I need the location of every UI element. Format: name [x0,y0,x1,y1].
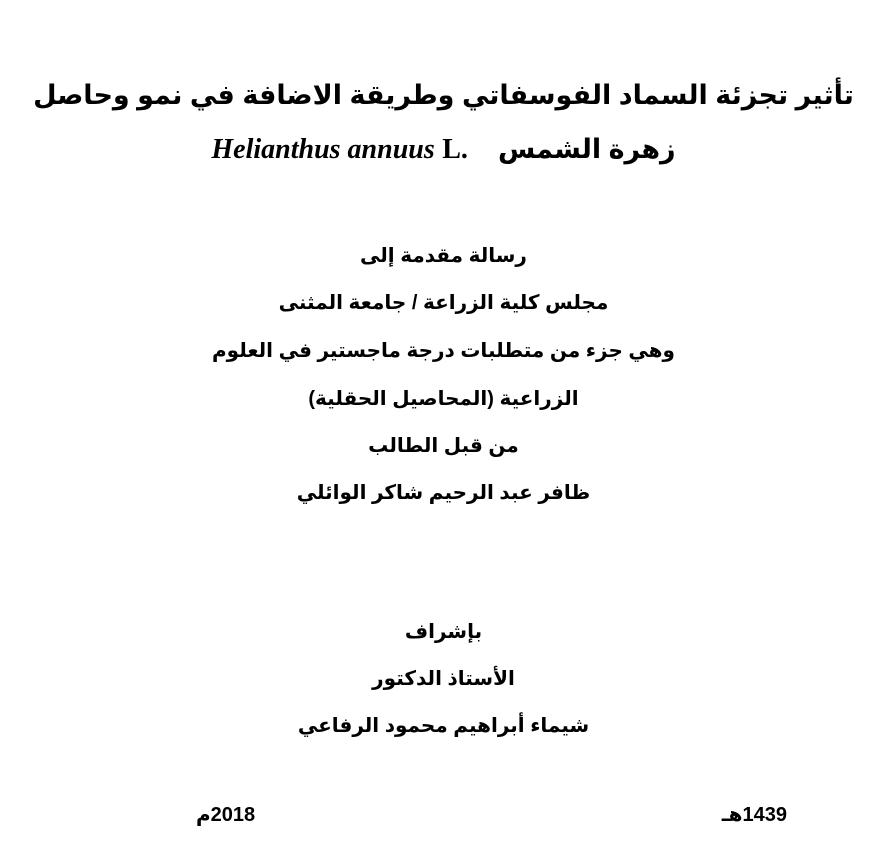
thesis-title-line-2 [0,134,887,166]
gregorian-date: 2018م [196,804,256,826]
scientific-name-author: L. [442,134,468,165]
common-name: زهرة الشمس [497,134,676,164]
supervisor-rank: الأستاذ الدكتور [372,668,515,690]
supervisor-name: شيماء أبراهيم محمود الرفاعي [297,715,590,737]
supervision-label: بإشراف [404,621,483,643]
submission-line-2: مجلس كلية الزراعة / جامعة المثنى [278,292,609,314]
thesis-title-line-1: تأثير تجزئة السماد الفوسفاتي وطريقة الاضافة في نمو وحاصل [33,80,854,110]
submission-line-3: وهي جزء من متطلبات درجة ماجستير في العلوم [212,340,675,362]
submission-line-1: رسالة مقدمة إلى [360,245,527,267]
hijri-date: 1439هـ [721,804,787,826]
submission-line-5: من قبل الطالب [368,435,519,457]
submission-line-4: الزراعية (المحاصيل الحقلية) [308,388,579,410]
student-name: ظافر عبد الرحيم شاكر الوائلي [296,482,591,504]
scientific-name: Helianthus annuus [211,134,435,165]
